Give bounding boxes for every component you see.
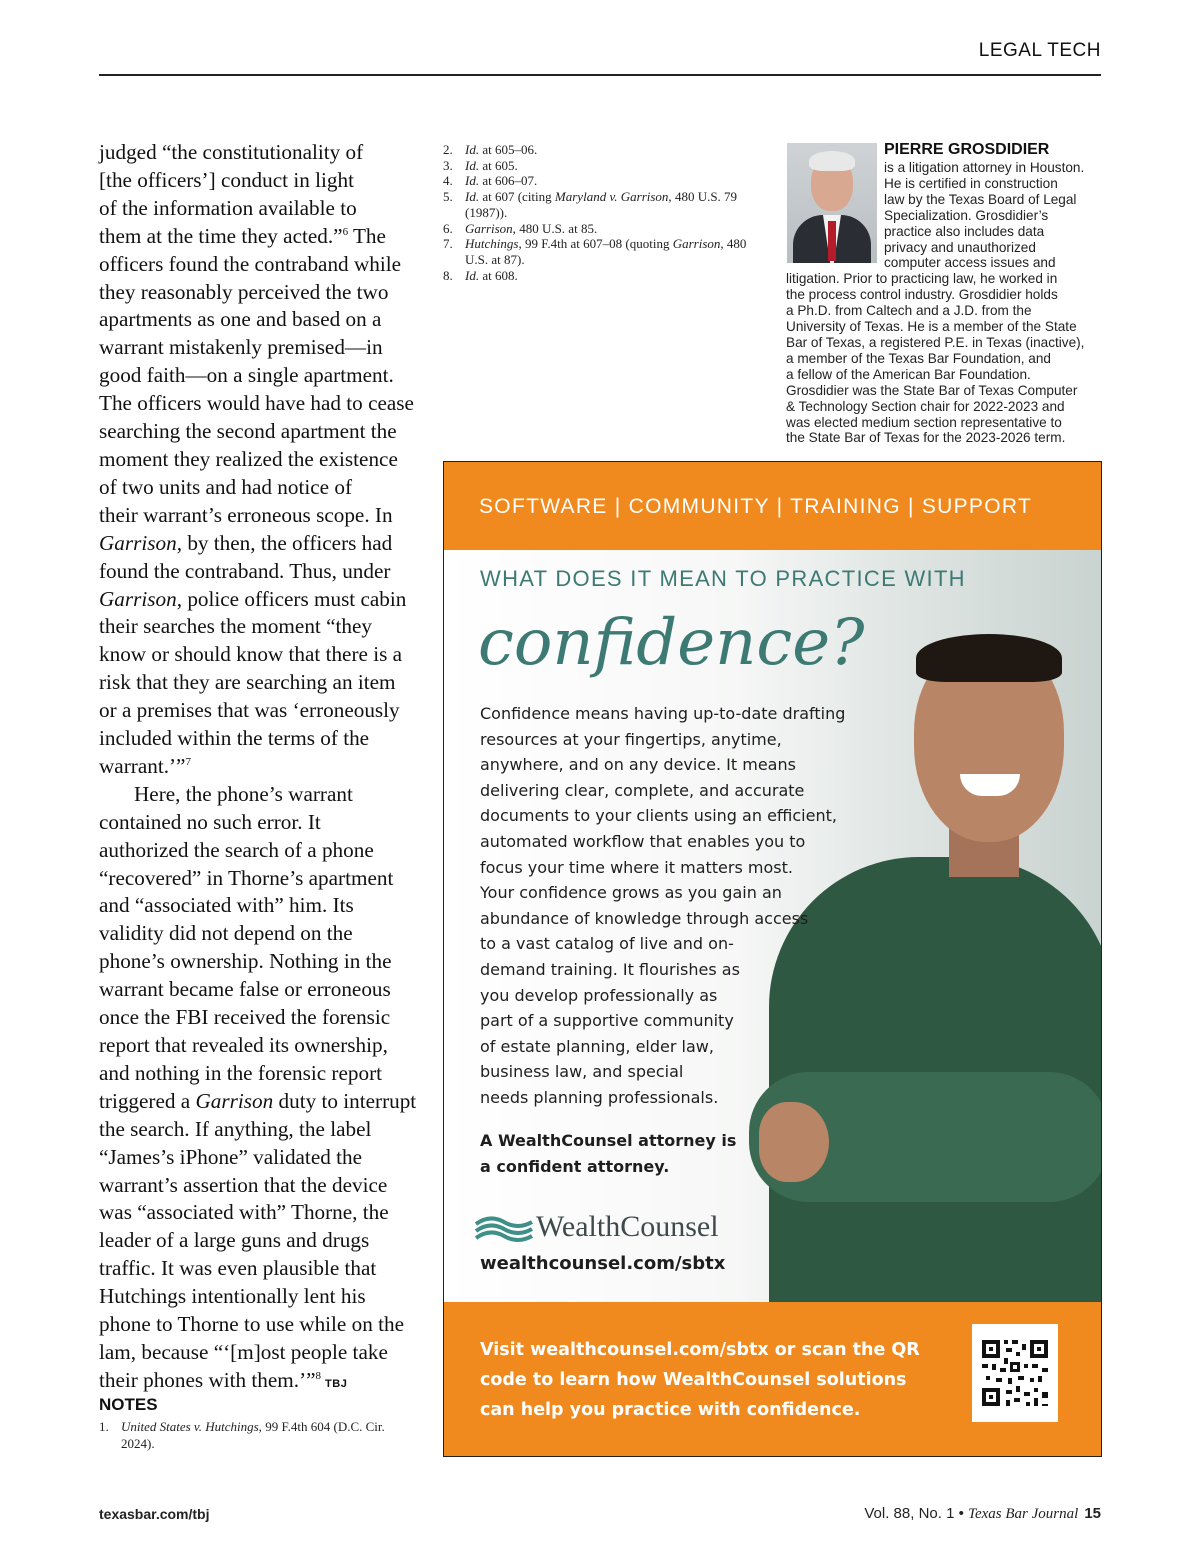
body-line: phone to Thorne to use while on the [99,1312,405,1337]
footer-url[interactable]: texasbar.com/tbj [99,1506,210,1522]
body-line: warrant.’”$^7$ [99,753,191,778]
body-line: good faith—on a single apartment. [99,363,394,388]
section-label: LEGAL TECH [978,40,1101,61]
body-line: once the FBI received the forensic [99,1005,391,1030]
body-line: of the information available to [99,195,357,220]
body-line: triggered a Garrison duty to interrupt [99,1088,417,1113]
body-line: judged “the constitutionality of [99,140,364,164]
body-line: their phones with them.’”$^8$TBJ [99,1367,348,1392]
body-line: found the contraband. Thus, under [99,558,391,583]
body-line: of two units and had notice of [99,474,353,499]
footnote: 8. Id. at 608. [443,267,518,283]
footnote: 4. Id. at 606–07. [443,173,538,189]
ad-closing: A WealthCounsel attorney is a confident attorney. [480,1131,737,1176]
ad-person-hair [916,634,1062,682]
ad-body: Confidence means having up-to-date drafting resources at your fingertips, anytime, anywhere, and on any device. It means delivering clear, complete, and accurate documents to your clients using an efficient, automated workflow that enables you to focus your time where it matters most. Your confidence grows as you gain an abundance of knowledge through access to a vast catalog of live and on- demand training. It flourishes as you develop professionally as part of a supportive community of estate planning, elder law, business law, and special needs planning professionals. [480,704,846,1107]
body-line: warrant became false or erroneous [99,977,391,1002]
body-line: Garrison, police officers must cabin [99,586,407,611]
body-line: “recovered” in Thorne’s apartment [99,865,394,890]
body-line: the search. If anything, the label [99,1116,372,1141]
body-line: phone’s ownership. Nothing in the [99,949,392,974]
body-line: they reasonably perceived the two [99,279,389,304]
body-line: know or should know that there is a [99,642,403,667]
page-number: 15 [1084,1505,1101,1522]
top-rule [99,74,1101,76]
body-line: [the officers’] conduct in light [99,167,354,192]
ad-person-hand [759,1102,829,1182]
ad-script-word: confidence? [478,606,865,680]
body-line: searching the second apartment the [99,419,397,444]
body-line: lam, because “‘[m]ost people take [99,1339,388,1364]
ad-heading: WHAT DOES IT MEAN TO PRACTICE WITH [480,566,966,591]
body-line: report that revealed its ownership, [99,1033,388,1057]
footnote: 7. Hutchings, 99 F.4th at 607–08 (quoting Garrison, 480 U.S. at 87). [443,236,747,267]
footnote-ref: 8 [315,1369,322,1382]
qr-code-icon[interactable] [972,1324,1058,1422]
ad-tagline: SOFTWARE | COMMUNITY | TRAINING | SUPPORT [479,495,1033,518]
footnote-list [443,142,763,283]
footnote: 1. United States v. Hutchings, 99 F.4th 604 (D.C. Cir. 2024). [99,1419,385,1451]
body-line: traffic. It was even plausible that [99,1256,377,1281]
body-line: apartments as one and based on a [99,307,382,332]
body-line: included within the terms of the [99,726,370,751]
body-line: and “associated with” him. Its [99,893,354,918]
body-line: officers found the contraband while [99,251,402,276]
body-line: leader of a large guns and drugs [99,1228,370,1253]
footnote-ref: 6 [342,225,349,238]
body-line: risk that they are searching an item [99,670,396,695]
body-line: “James’s iPhone” validated the [99,1144,363,1169]
body-line: Hutchings intentionally lent his [99,1284,366,1309]
footnote-ref: 7 [185,755,191,768]
brand-logo: WealthCounsel [536,1210,719,1243]
notes-heading: NOTES [99,1395,158,1414]
body-line: them at the time they acted.”$^6$ The [99,223,386,248]
footer-issue: Vol. 88, No. 1 • Texas Bar Journal 15 [864,1505,1101,1522]
end-mark: TBJ [325,1377,348,1390]
body-line: Garrison, by then, the officers had [99,530,393,555]
body-line: warrant mistakenly premised—in [99,335,383,360]
author-name: PIERRE GROSDIDIER [884,141,1050,158]
body-line: warrant’s assertion that the device [99,1172,388,1197]
footnote: 5. Id. at 607 (citing Maryland v. Garrison, 480 U.S. 79 (1987)). [443,189,738,220]
body-line: validity did not depend on the [99,921,353,946]
ad-call-to-action: Visit wealthcounsel.com/sbtx or scan the QR code to learn how WealthCounsel solutions can help you practice with confidence. [480,1340,920,1420]
body-line: contained no such error. It [99,809,321,834]
ad-url-link[interactable]: wealthcounsel.com/sbtx [480,1253,726,1274]
article-body [99,139,419,1399]
body-line: and nothing in the forensic report [99,1060,383,1085]
body-line: their warrant’s erroneous scope. In [99,502,393,527]
body-line: The officers would have had to cease [99,391,414,416]
footnote: 6. Garrison, 480 U.S. at 85. [443,220,598,236]
footnote: 2. Id. at 605–06. [443,142,538,157]
body-line: was “associated with” Thorne, the [99,1200,389,1225]
body-line: or a premises that was ‘erroneously [99,698,400,723]
footnote: 3. Id. at 605. [443,157,518,173]
author-bio: is a litigation attorney in Houston. He is certified in construction law by the Texas Board of Legal Specialization. Grosdidier’s practice also includes data privacy and unauthorized computer access issues and litigation. Prior to practicing law, he worked in the process control industry. Grosdidier holds a Ph.D. from Caltech and a J.D. from the University of Texas. He is a member of the State Bar of Texas, a registered P.E. in Texas (inactive), a member of the Texas Bar Foundation, and a fellow of the American Bar Foundation. Grosdidier was the State Bar of Texas Computer & Technology Section chair for 2022-2023 and was elected medium section representative to the State Bar of Texas for the 2023-2026 term. [786,160,1085,446]
body-line: authorized the search of a phone [99,837,374,862]
wealthcounsel-ad[interactable] [443,461,1102,1457]
body-line: moment they realized the existence [99,446,398,471]
body-line: their searches the moment “they [99,614,372,639]
body-line: Here, the phone’s warrant [134,781,353,806]
